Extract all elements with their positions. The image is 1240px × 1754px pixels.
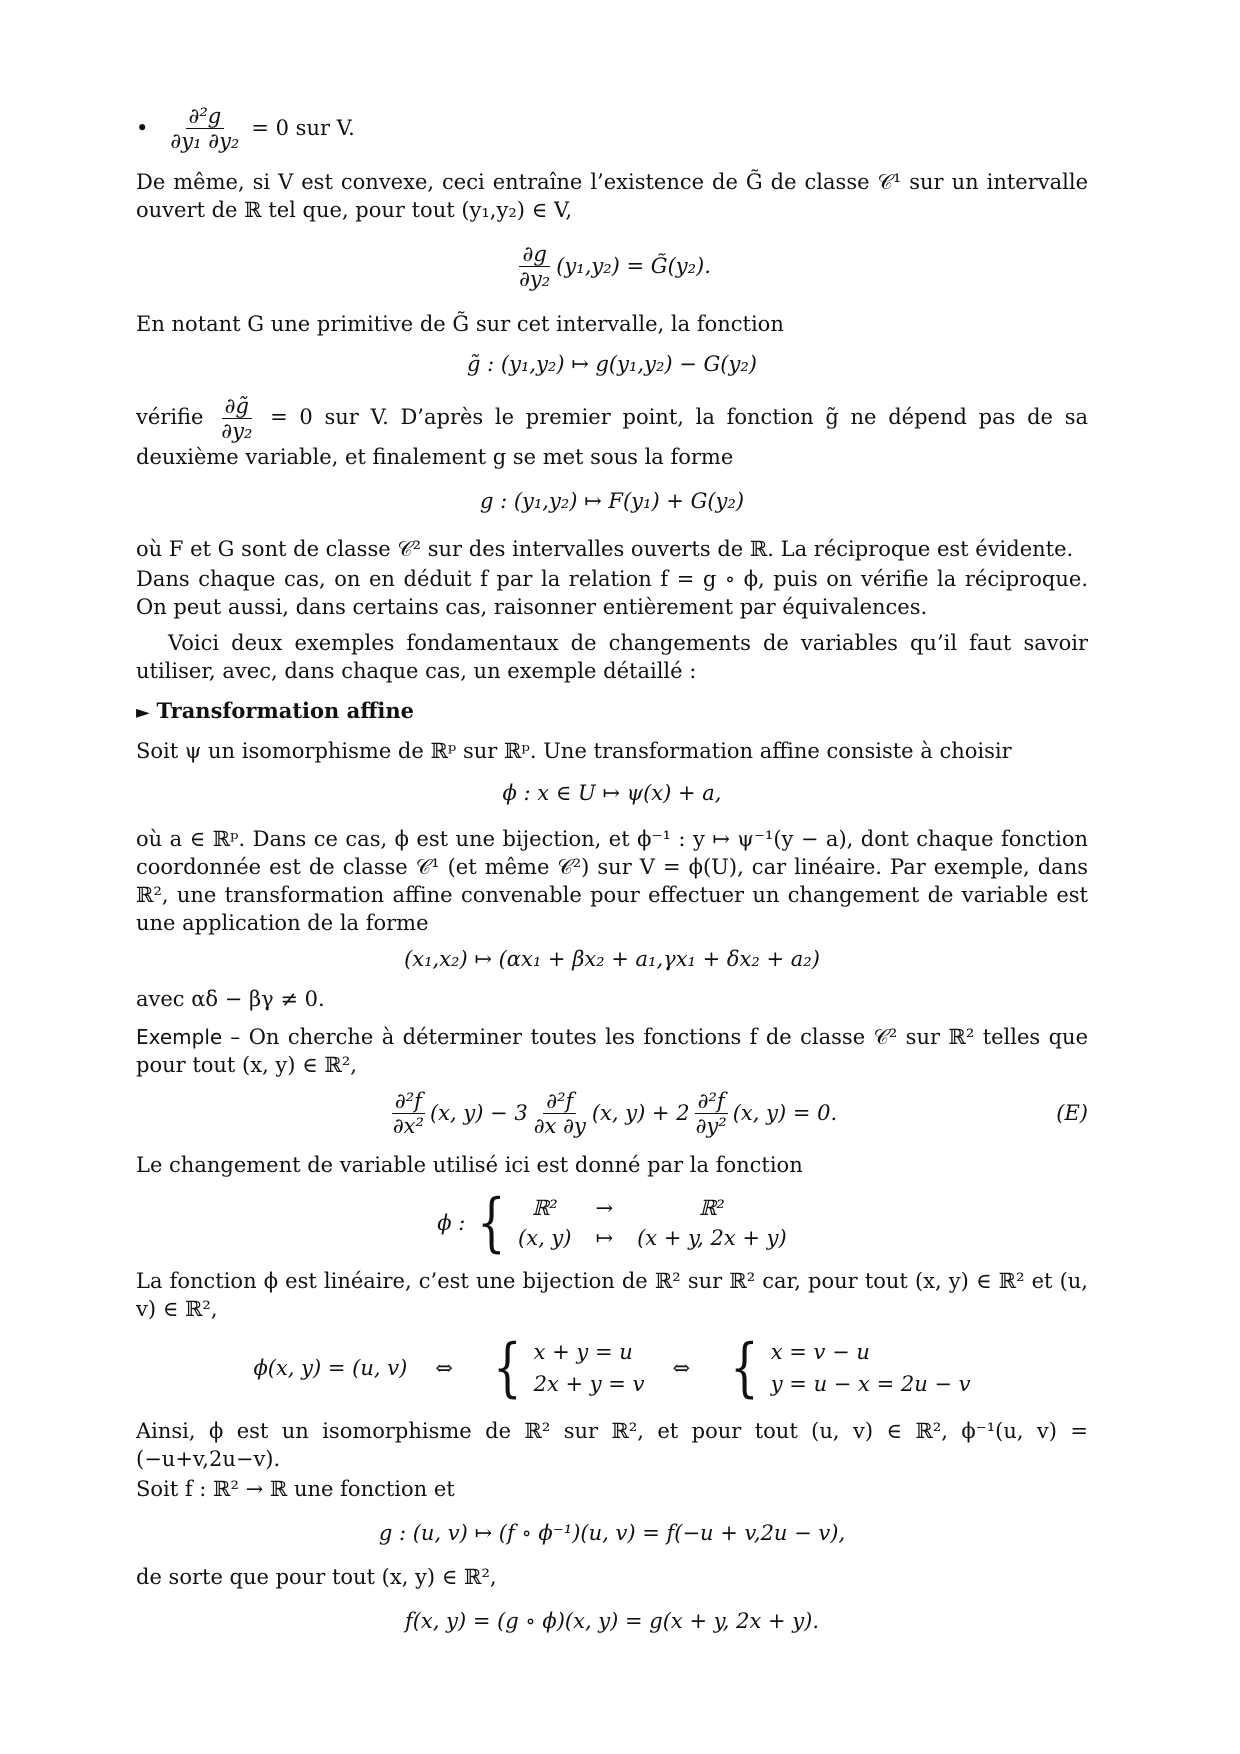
eqE-term2-rest: (x, y) + 2 xyxy=(591,1101,690,1125)
bullet-rest: = 0 sur V. xyxy=(251,116,355,140)
left-brace: { xyxy=(492,1331,522,1405)
section-marker: ► xyxy=(136,702,150,723)
eqE-term3-rest: (x, y) = 0. xyxy=(732,1101,838,1125)
phi-arrow: → xyxy=(595,1196,614,1220)
fraction-numerator: ∂g xyxy=(519,242,549,267)
equation-f-composition: f(x, y) = (g ∘ ϕ)(x, y) = g(x + y, 2x + y). xyxy=(404,1609,820,1633)
example-label: Exemple – xyxy=(136,1025,241,1049)
equation-phi-affine: ϕ : x ∈ U ↦ ψ(x) + a, xyxy=(502,781,722,805)
paragraph-exemples: Voici deux exemples fondamentaux de changements de variables qu’il faut savoir utiliser, avec, dans chaque cas, un exemple détaillé : xyxy=(136,631,1088,683)
phi-variable: (x, y) xyxy=(518,1226,572,1250)
system-2-eq-b: y = u − x = 2u − v xyxy=(770,1372,971,1396)
paragraph-classe-c2: où F et G sont de classe 𝒞² sur des intervalles ouverts de ℝ. La réciproque est évidente. xyxy=(136,537,1074,561)
phi-domain: ℝ² xyxy=(531,1196,558,1220)
phi-codomain: ℝ² xyxy=(698,1196,725,1220)
equiv-operator: ⇔ xyxy=(672,1356,691,1380)
example-text: On cherche à déterminer toutes les fonctions f de classe 𝒞² sur ℝ² telles que pour tout (x, y) ∈ ℝ², xyxy=(136,1025,1088,1077)
equation-g-tilde: g̃ : (y₁,y₂) ↦ g(y₁,y₂) − G(y₂) xyxy=(467,352,757,376)
fraction-numerator: ∂²g xyxy=(186,104,225,129)
phi-definition xyxy=(136,1185,1088,1261)
equation-affine-map: (x₁,x₂) ↦ (αx₁ + βx₂ + a₁,γx₁ + δx₂ + a₂) xyxy=(404,947,820,971)
eqE-term1-rest: (x, y) − 3 xyxy=(429,1101,528,1125)
fraction-numerator: ∂²f xyxy=(543,1089,576,1114)
verifie-fraction xyxy=(218,394,255,443)
fraction-denominator: ∂y₂ xyxy=(221,419,253,443)
eq1-fraction xyxy=(516,242,553,291)
paragraph-de-sorte: de sorte que pour tout (x, y) ∈ ℝ², xyxy=(136,1565,497,1589)
left-brace: { xyxy=(477,1186,506,1260)
eqE-term2-fraction xyxy=(531,1089,589,1138)
paragraph-soit-f: Soit f : ℝ² → ℝ une fonction et xyxy=(136,1477,455,1501)
eqE-term3-fraction xyxy=(693,1089,730,1138)
paragraph-deduction: Dans chaque cas, on en déduit f par la relation f = g ∘ ϕ, puis on vérifie la réciproque. On peut aussi, dans certains cas, raisonner entièrement par équivalences. xyxy=(136,567,1088,619)
paragraph-lineaire: La fonction ϕ est linéaire, c’est une bijection de ℝ² sur ℝ² car, pour tout (x, y) ∈ ℝ² et (u, v) ∈ ℝ², xyxy=(136,1269,1088,1321)
verifie-lead: vérifie xyxy=(136,405,204,429)
equivalence-systems xyxy=(136,1329,1088,1407)
eqE-term1-fraction xyxy=(390,1089,427,1138)
system-1-eq-b: 2x + y = v xyxy=(533,1372,645,1396)
paragraph-convexe: De même, si V est convexe, ceci entraîne l’existence de G̃ de classe 𝒞¹ sur un intervalle ouvert de ℝ tel que, pour tout (y₁,y₂) ∈ V, xyxy=(136,170,1088,222)
fraction-denominator: ∂x ∂y xyxy=(533,1113,586,1138)
fraction-denominator: ∂y² xyxy=(695,1113,727,1138)
section-heading xyxy=(136,697,1088,727)
fraction-numerator: ∂²f xyxy=(695,1089,728,1114)
equation-g-definition: g : (u, v) ↦ (f ∘ ϕ⁻¹)(u, v) = f(−u + v,2u − v), xyxy=(378,1521,846,1545)
paragraph-changement: Le changement de variable utilisé ici est donné par la fonction xyxy=(136,1153,803,1177)
system-1 xyxy=(534,1336,645,1400)
fraction-denominator: ∂y₂ xyxy=(519,266,551,291)
paragraph-isomorphisme: Soit ψ un isomorphisme de ℝᵖ sur ℝᵖ. Une transformation affine consiste à choisir xyxy=(136,739,1012,763)
equation-tag: (E) xyxy=(1056,1101,1088,1125)
bullet-fraction xyxy=(167,104,242,153)
equation-E xyxy=(136,1081,1088,1145)
fraction-numerator: ∂²f xyxy=(392,1089,425,1114)
fraction-denominator: ∂x² xyxy=(392,1113,424,1138)
system-1-eq-a: x + y = u xyxy=(533,1340,633,1364)
paragraph-determinant: avec αδ − βγ ≠ 0. xyxy=(136,987,325,1011)
paragraph-verifie xyxy=(136,394,1088,471)
equiv-lhs: ϕ(x, y) = (u, v) xyxy=(253,1356,408,1380)
system-2 xyxy=(771,1336,971,1400)
fraction-denominator: ∂y₁ ∂y₂ xyxy=(170,128,240,153)
phi-image: (x + y, 2x + y) xyxy=(637,1226,787,1250)
system-2-eq-a: x = v − u xyxy=(770,1340,870,1364)
paragraph-isomorphisme-r2: Ainsi, ϕ est un isomorphisme de ℝ² sur ℝ², et pour tout (u, v) ∈ ℝ², ϕ⁻¹(u, v) = (−u+v,2u−v). xyxy=(136,1419,1088,1471)
eq1-rest: (y₁,y₂) = G̃(y₂). xyxy=(556,254,711,278)
paragraph-bijection: où a ∈ ℝᵖ. Dans ce cas, ϕ est une bijection, et ϕ⁻¹ : y ↦ ψ⁻¹(y − a), dont chaque fonction coordonnée est de classe 𝒞¹ (et même 𝒞²) sur V = ϕ(U), car linéaire. Par exemple, dans ℝ², une transformation affine convenable pour effectuer un changement de variable est une application de la forme xyxy=(136,827,1088,935)
example-block xyxy=(136,1023,1088,1079)
bullet-item xyxy=(136,100,1088,156)
paragraph-primitive: En notant G une primitive de G̃ sur cet intervalle, la fonction xyxy=(136,312,784,336)
equation-dg-dy2 xyxy=(136,234,1088,298)
fraction-numerator: ∂g̃ xyxy=(222,394,252,419)
phi-lead: ϕ : xyxy=(437,1211,466,1235)
phi-mapsto: ↦ xyxy=(595,1226,614,1250)
document-page xyxy=(136,100,1088,1643)
section-title: Transformation affine xyxy=(156,698,415,723)
verifie-rest: = 0 sur V. D’après le premier point, la fonction g̃ ne dépend pas de sa deuxième variable, et finalement g se met sous la forme xyxy=(136,405,1088,469)
phi-cases xyxy=(518,1194,787,1252)
bullet: • xyxy=(136,116,149,140)
left-brace: { xyxy=(730,1331,759,1405)
equation-g-form: g : (y₁,y₂) ↦ F(y₁) + G(y₂) xyxy=(479,489,745,513)
equiv-operator: ⇔ xyxy=(435,1356,453,1380)
